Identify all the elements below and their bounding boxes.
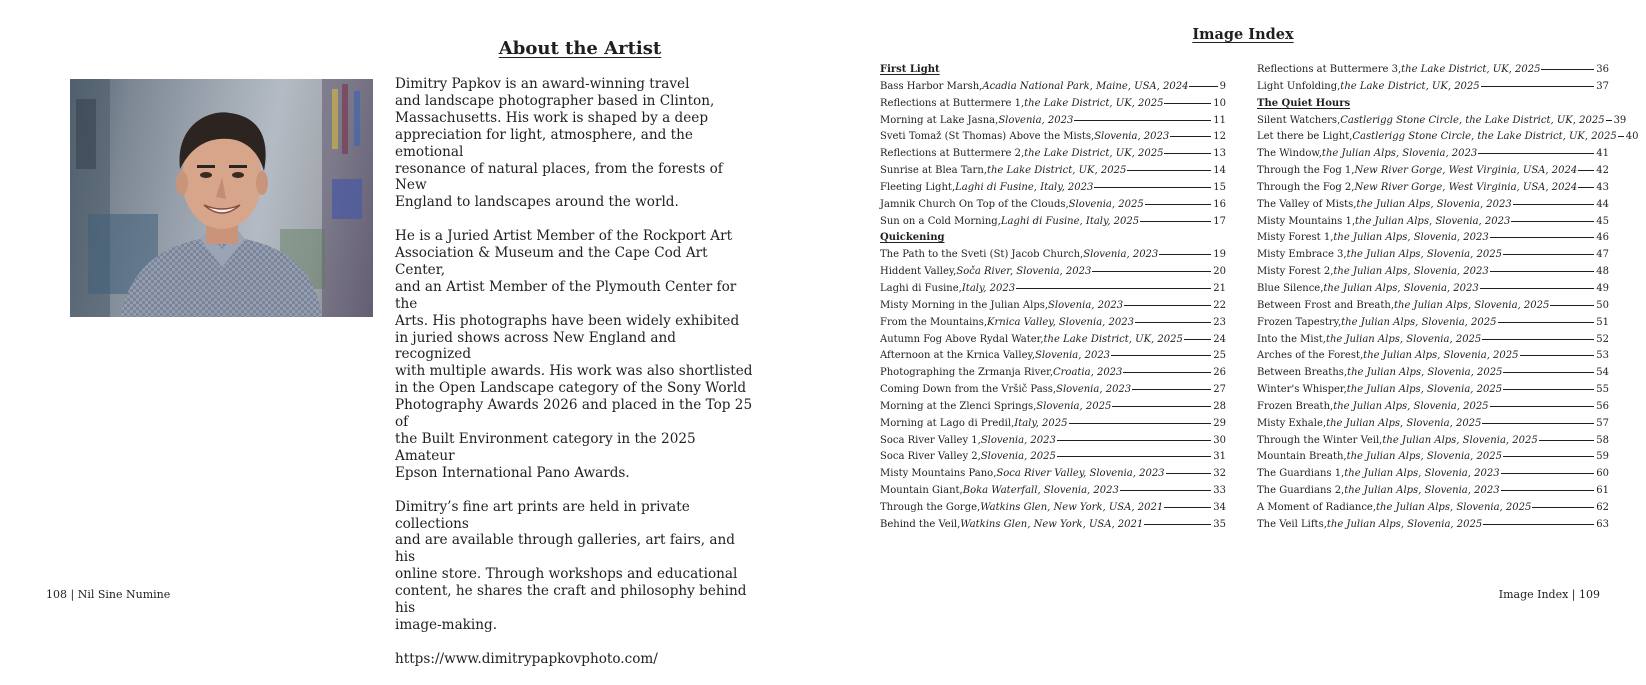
entry-page-number: 36 [1596, 64, 1609, 75]
entry-location: Slovenia, 2023 [1083, 249, 1159, 261]
index-entry [880, 416, 1226, 433]
entry-title: Frozen Tapestry, [1257, 316, 1342, 328]
entry-location: the Julian Alps, Slovenia, 2023 [1344, 468, 1500, 480]
leader-line [1513, 204, 1595, 205]
leader-line [1069, 423, 1212, 424]
leader-line [1503, 254, 1594, 255]
right-page [823, 0, 1646, 617]
index-entry [1257, 129, 1639, 146]
leader-line [1539, 440, 1595, 441]
index-entry [880, 214, 1226, 231]
entry-location: Slovenia, 2023 [1094, 131, 1170, 143]
index-entry [880, 113, 1226, 130]
entry-page-number: 12 [1213, 131, 1226, 143]
entry-title: Laghi di Fusine, [880, 282, 962, 294]
leader-line [1482, 339, 1594, 340]
entry-title: Mountain Giant, [880, 485, 963, 497]
entry-title: Misty Forest 2, [1257, 266, 1334, 278]
entry-title: A Moment of Radiance, [1257, 501, 1377, 513]
index-entry [880, 348, 1226, 365]
entry-page-number: 47 [1596, 249, 1609, 261]
leader-line [1164, 103, 1211, 104]
entry-location: Slovenia, 2023 [1035, 350, 1111, 362]
index-entry [1257, 214, 1609, 231]
index-entry [880, 298, 1226, 315]
entry-title: Through the Gorge, [880, 501, 981, 513]
entry-location: Soca River Valley, Slovenia, 2023 [996, 468, 1165, 480]
entry-location: Slovenia, 2023 [980, 434, 1056, 446]
entry-location: Slovenia, 2023 [1056, 384, 1132, 396]
entry-location: the Julian Alps, Slovenia, 2023 [1323, 282, 1479, 294]
entry-page-number: 34 [1213, 501, 1226, 513]
entry-title: Behind the Veil, [880, 518, 961, 530]
entry-page-number: 14 [1213, 165, 1226, 177]
entry-location: Watkins Glen, New York, USA, 2021 [960, 518, 1144, 530]
entry-page-number: 17 [1213, 215, 1226, 227]
index-entry [1257, 281, 1609, 298]
entry-location: the Lake District, UK, 2025 [986, 165, 1127, 177]
entry-location: Laghi di Fusine, Italy, 2023 [955, 181, 1094, 193]
index-entry [1257, 315, 1609, 332]
entry-title: Through the Fog 2, [1257, 181, 1355, 193]
entry-location: Croatia, 2023 [1053, 367, 1123, 379]
entry-location: the Julian Alps, Slovenia, 2025 [1394, 299, 1550, 311]
leader-line [1184, 339, 1211, 340]
entry-page-number: 62 [1596, 501, 1609, 513]
leader-line [1511, 221, 1594, 222]
entry-title: Mountain Breath, [1257, 451, 1347, 463]
leader-line [1127, 170, 1211, 171]
entry-location: the Julian Alps, Slovenia, 2023 [1321, 148, 1478, 160]
leader-line [1578, 187, 1594, 188]
entry-location: the Lake District, UK, 2025 [1340, 80, 1480, 92]
entry-location: Boka Waterfall, Slovenia, 2023 [962, 485, 1119, 497]
entry-location: the Julian Alps, Slovenia, 2025 [1326, 417, 1482, 429]
entry-location: Castlerigg Stone Circle, the Lake District, UK, 2025 [1352, 131, 1617, 143]
entry-location: the Julian Alps, Slovenia, 2025 [1326, 518, 1483, 530]
index-entry [1257, 466, 1609, 483]
index-section-heading: Quickening [880, 232, 945, 244]
entry-title: Reflections at Buttermere 2, [880, 148, 1025, 160]
entry-location: Slovenia, 2025 [1036, 400, 1112, 412]
entry-location: the Julian Alps, Slovenia, 2023 [1355, 215, 1511, 227]
index-entry [880, 96, 1226, 113]
leader-line [1550, 305, 1594, 306]
entry-page-number: 31 [1213, 451, 1226, 463]
leader-line [1520, 355, 1595, 356]
leader-line [1578, 170, 1594, 171]
website-link[interactable]: https://www.dimitrypapkovphoto.com/ [395, 650, 658, 667]
entry-page-number: 51 [1596, 316, 1609, 328]
entry-title: Misty Morning in the Julian Alps, [880, 299, 1049, 311]
entry-page-number: 53 [1596, 350, 1609, 362]
entry-page-number: 24 [1213, 333, 1226, 345]
entry-title: The Valley of Mists, [1257, 198, 1357, 210]
entry-page-number: 25 [1213, 350, 1226, 362]
leader-line [1481, 86, 1595, 87]
index-entry [1257, 365, 1609, 382]
index-section-heading: First Light [880, 64, 940, 75]
entry-location: Italy, 2023 [961, 282, 1016, 294]
entry-page-number: 23 [1213, 316, 1226, 328]
entry-location: Slovenia, 2025 [980, 451, 1056, 463]
entry-title: The Path to the Sveti (St) Jacob Church, [880, 249, 1084, 261]
entry-title: Morning at the Zlenci Springs, [880, 400, 1037, 412]
entry-page-number: 35 [1213, 518, 1226, 530]
entry-page-number: 48 [1596, 266, 1609, 278]
leader-line [1490, 271, 1595, 272]
entry-page-number: 50 [1596, 299, 1609, 311]
entry-page-number: 61 [1596, 485, 1609, 497]
entry-title: Morning at Lago di Predil, [880, 417, 1015, 429]
entry-location: the Julian Alps, Slovenia, 2025 [1346, 451, 1502, 463]
entry-page-number: 13 [1213, 148, 1226, 160]
entry-page-number: 27 [1213, 384, 1226, 396]
leader-line [1164, 507, 1211, 508]
leader-line [1532, 507, 1594, 508]
entry-title: Arches of the Forest, [1257, 350, 1364, 362]
leader-line [1057, 440, 1211, 441]
entry-page-number: 16 [1213, 198, 1226, 210]
entry-page-number: 28 [1213, 400, 1226, 412]
index-entry [880, 500, 1226, 517]
leader-line [1503, 389, 1594, 390]
artist-portrait [70, 79, 373, 317]
entry-location: Slovenia, 2025 [1068, 198, 1144, 210]
entry-location: Acadia National Park, Maine, USA, 2024 [982, 80, 1189, 92]
entry-title: Misty Mountains 1, [1257, 215, 1356, 227]
leader-line [1170, 136, 1211, 137]
entry-title: Misty Exhale, [1257, 417, 1327, 429]
index-column-1 [880, 62, 1226, 534]
leader-line [1482, 423, 1594, 424]
leader-line [1145, 204, 1212, 205]
index-section-heading: The Quiet Hours [1257, 97, 1351, 109]
leader-line [1140, 221, 1211, 222]
entry-location: the Julian Alps, Slovenia, 2025 [1333, 400, 1489, 412]
entry-title: Sun on a Cold Morning, [880, 215, 1001, 227]
index-entry [1257, 180, 1609, 197]
leader-line [1074, 120, 1211, 121]
leader-line [1094, 187, 1211, 188]
index-column-2 [1257, 62, 1639, 534]
entry-title: Misty Mountains Pano, [880, 468, 997, 480]
entry-location: the Julian Alps, Slovenia, 2023 [1356, 198, 1512, 210]
entry-title: Soca River Valley 1, [880, 434, 981, 446]
entry-title: Misty Embrace 3, [1257, 249, 1347, 261]
entry-title: The Guardians 1, [1257, 468, 1345, 480]
leader-line [1503, 372, 1594, 373]
entry-title: Between Breaths, [1257, 367, 1348, 379]
entry-page-number: 54 [1596, 367, 1609, 379]
index-entry [1257, 298, 1609, 315]
leader-line [1606, 120, 1612, 121]
leader-line [1144, 524, 1211, 525]
index-entry [880, 264, 1226, 281]
entry-location: the Julian Alps, Slovenia, 2023 [1333, 232, 1489, 244]
entry-page-number: 46 [1596, 232, 1609, 244]
entry-location: Watkins Glen, New York, USA, 2021 [980, 501, 1164, 513]
entry-title: Autumn Fog Above Rydal Water, [880, 333, 1044, 345]
leader-line [1112, 406, 1211, 407]
left-page [0, 0, 823, 667]
entry-page-number: 20 [1213, 266, 1226, 278]
entry-page-number: 41 [1596, 148, 1609, 160]
leader-line [1490, 237, 1595, 238]
entry-location: the Julian Alps, Slovenia, 2025 [1347, 367, 1503, 379]
entry-title: Light Unfolding, [1257, 80, 1341, 92]
artist-bio [395, 76, 755, 685]
entry-page-number: 42 [1596, 165, 1609, 177]
entry-location: the Julian Alps, Slovenia, 2025 [1341, 316, 1497, 328]
leader-line [1120, 490, 1211, 491]
entry-location: Slovenia, 2023 [1048, 299, 1124, 311]
index-entry [1257, 197, 1609, 214]
entry-title: Fleeting Light, [880, 181, 956, 193]
entry-location: the Julian Alps, Slovenia, 2025 [1346, 384, 1503, 396]
entry-title: The Veil Lifts, [1257, 518, 1327, 530]
entry-page-number: 33 [1213, 485, 1226, 497]
entry-title: Frozen Breath, [1257, 400, 1334, 412]
index-entry [1257, 433, 1609, 450]
entry-page-number: 49 [1596, 282, 1609, 294]
entry-title: Bass Harbor Marsh, [880, 80, 983, 92]
leader-line [1159, 254, 1211, 255]
index-entry [1257, 79, 1609, 96]
index-entry [880, 197, 1226, 214]
leader-line [1016, 288, 1211, 289]
entry-page-number: 56 [1596, 400, 1609, 412]
entry-page-number: 29 [1213, 417, 1226, 429]
entry-page-number: 52 [1596, 333, 1609, 345]
index-entry [880, 129, 1226, 146]
index-entry [880, 315, 1226, 332]
entry-title: Between Frost and Breath, [1257, 299, 1394, 311]
entry-location: New River Gorge, West Virginia, USA, 2024 [1354, 165, 1578, 177]
entry-page-number: 55 [1596, 384, 1609, 396]
entry-location: Castlerigg Stone Circle, the Lake District, UK, 2025 [1340, 114, 1605, 126]
entry-title: Winter's Whisper, [1257, 384, 1347, 396]
index-entry [1257, 348, 1609, 365]
entry-page-number: 11 [1213, 114, 1226, 126]
entry-page-number: 22 [1213, 299, 1226, 311]
leader-line [1490, 406, 1595, 407]
entry-page-number: 21 [1213, 282, 1226, 294]
index-entry [1257, 113, 1627, 130]
leader-line [1478, 153, 1594, 154]
entry-title: Blue Silence, [1257, 282, 1324, 294]
left-folio: 108 | Nil Sine Numine [46, 588, 171, 601]
entry-title: Through the Winter Veil, [1257, 434, 1383, 446]
entry-location: Slovenia, 2023 [998, 114, 1074, 126]
leader-line [1501, 473, 1595, 474]
index-entry [1257, 163, 1609, 180]
entry-title: Reflections at Buttermere 3, [1257, 64, 1402, 75]
entry-page-number: 59 [1596, 451, 1609, 463]
index-entry [880, 433, 1226, 450]
leader-line [1503, 456, 1594, 457]
entry-title: Let there be Light, [1257, 131, 1353, 143]
entry-location: Laghi di Fusine, Italy, 2025 [1000, 215, 1140, 227]
leader-line [1189, 86, 1217, 87]
index-entry [880, 466, 1226, 483]
entry-page-number: 63 [1596, 518, 1609, 530]
index-entry [880, 399, 1226, 416]
leader-line [1111, 355, 1211, 356]
leader-line [1123, 372, 1211, 373]
entry-location: the Julian Alps, Slovenia, 2023 [1344, 485, 1500, 497]
entry-title: Through the Fog 1, [1257, 165, 1355, 177]
index-entry [1257, 146, 1609, 163]
entry-location: the Lake District, UK, 2025 [1401, 64, 1541, 75]
bio-paragraph-1: Dimitry Papkov is an award-winning travel and landscape photographer based in Clinton, Massachusetts. His work is shaped by a deep appreciation for light, atmosphere, and the emotional resonance of natural places, from the forests of New England to landscapes around the world. [395, 76, 723, 211]
index-entry [880, 163, 1226, 180]
entry-location: New River Gorge, West Virginia, USA, 2024 [1354, 181, 1578, 193]
entry-title: Silent Watchers, [1257, 114, 1341, 126]
leader-line [1501, 490, 1595, 491]
index-entry [880, 365, 1226, 382]
index-entry [880, 180, 1226, 197]
entry-page-number: 45 [1596, 215, 1609, 227]
entry-page-number: 19 [1213, 249, 1226, 261]
index-entry [1257, 247, 1609, 264]
index-entry [1257, 230, 1609, 247]
index-entry [1257, 382, 1609, 399]
entry-location: the Julian Alps, Slovenia, 2023 [1333, 266, 1489, 278]
entry-page-number: 60 [1596, 468, 1609, 480]
index-entry [1257, 399, 1609, 416]
entry-location: Soča River, Slovenia, 2023 [956, 266, 1092, 278]
entry-location: the Lake District, UK, 2025 [1024, 148, 1164, 160]
index-entry [880, 332, 1226, 349]
entry-title: Misty Forest 1, [1257, 232, 1334, 244]
index-entry [1257, 264, 1609, 281]
leader-line [1164, 153, 1211, 154]
index-entry [1257, 517, 1609, 534]
leader-line [1135, 322, 1211, 323]
index-entry [880, 382, 1226, 399]
entry-location: the Lake District, UK, 2025 [1043, 333, 1183, 345]
entry-title: Soca River Valley 2, [880, 451, 981, 463]
entry-title: The Guardians 2, [1257, 485, 1345, 497]
entry-page-number: 32 [1213, 468, 1226, 480]
leader-line [1480, 288, 1595, 289]
entry-title: Sunrise at Blea Tarn, [880, 165, 987, 177]
entry-location: the Julian Alps, Slovenia, 2025 [1363, 350, 1519, 362]
entry-page-number: 15 [1213, 181, 1226, 193]
entry-location: Italy, 2025 [1014, 417, 1068, 429]
index-entry [880, 247, 1226, 264]
entry-title: Coming Down from the Vršič Pass, [880, 384, 1057, 396]
entry-title: Sveti Tomaž (St Thomas) Above the Mists, [880, 131, 1095, 143]
entry-title: The Window, [1257, 148, 1322, 160]
entry-page-number: 10 [1213, 97, 1226, 109]
entry-page-number: 40 [1625, 131, 1639, 143]
index-entry [880, 79, 1226, 96]
leader-line [1166, 473, 1212, 474]
entry-location: the Lake District, UK, 2025 [1024, 97, 1164, 109]
leader-line [1618, 136, 1624, 137]
about-heading: About the Artist [498, 38, 662, 59]
leader-line [1057, 456, 1211, 457]
entry-page-number: 57 [1596, 417, 1609, 429]
index-entry [880, 449, 1226, 466]
entry-page-number: 43 [1596, 181, 1609, 193]
index-entry [880, 517, 1226, 534]
entry-page-number: 26 [1213, 367, 1226, 379]
index-entry [1257, 483, 1609, 500]
index-entry [1257, 500, 1609, 517]
entry-page-number: 37 [1596, 80, 1609, 92]
index-entry [1257, 332, 1609, 349]
entry-title: From the Mountains, [880, 316, 988, 328]
leader-line [1124, 305, 1211, 306]
entry-location: the Julian Alps, Slovenia, 2025 [1382, 434, 1538, 446]
entry-title: Hiddent Valley, [880, 266, 957, 278]
entry-title: Reflections at Buttermere 1, [880, 97, 1025, 109]
entry-location: the Julian Alps, Slovenia, 2025 [1376, 501, 1532, 513]
entry-location: the Julian Alps, Slovenia, 2025 [1346, 249, 1502, 261]
index-entry [1257, 449, 1609, 466]
entry-title: Afternoon at the Krnica Valley, [880, 350, 1035, 362]
leader-line [1092, 271, 1211, 272]
index-entry [880, 281, 1226, 298]
index-entry [1257, 416, 1609, 433]
leader-line [1541, 69, 1594, 70]
entry-title: Into the Mist, [1257, 333, 1326, 345]
bio-paragraph-3: Dimitry’s fine art prints are held in private collections and are available through galleries, art fairs, and his online store. Through workshops and educational content, he shares the craft and philosophy behind his image-making. [395, 498, 747, 633]
entry-location: the Julian Alps, Slovenia, 2025 [1325, 333, 1482, 345]
bio-paragraph-2: He is a Juried Artist Member of the Rockport Art Association & Museum and the Cape Cod Art Center, and an Artist Member of the Plymouth Center for the Arts. His photographs have been widely exhibited in juried shows across New England and recognized with multiple awards. His work was also shortlisted in the Open Landscape category of the Sony World Photography Awards 2026 and placed in the Top 25 of the Built Environment category in the 2025 Amateur Epson International Pano Awards. [395, 228, 753, 481]
entry-page-number: 30 [1213, 434, 1226, 446]
right-folio: Image Index | 109 [1498, 588, 1600, 601]
entry-title: Morning at Lake Jasna, [880, 114, 999, 126]
entry-page-number: 44 [1596, 198, 1609, 210]
index-entry [880, 146, 1226, 163]
entry-page-number: 58 [1596, 434, 1609, 446]
entry-location: Krnica Valley, Slovenia, 2023 [987, 316, 1134, 328]
entry-title: Jamnik Church On Top of the Clouds, [880, 198, 1069, 210]
leader-line [1498, 322, 1595, 323]
leader-line [1483, 524, 1594, 525]
leader-line [1132, 389, 1211, 390]
entry-title: Photographing the Zrmanja River, [880, 367, 1053, 379]
entry-page-number: 39 [1613, 114, 1627, 126]
index-entry [880, 483, 1226, 500]
entry-page-number: 9 [1219, 80, 1226, 92]
index-heading: Image Index [1192, 26, 1294, 43]
index-entry [1257, 62, 1609, 79]
